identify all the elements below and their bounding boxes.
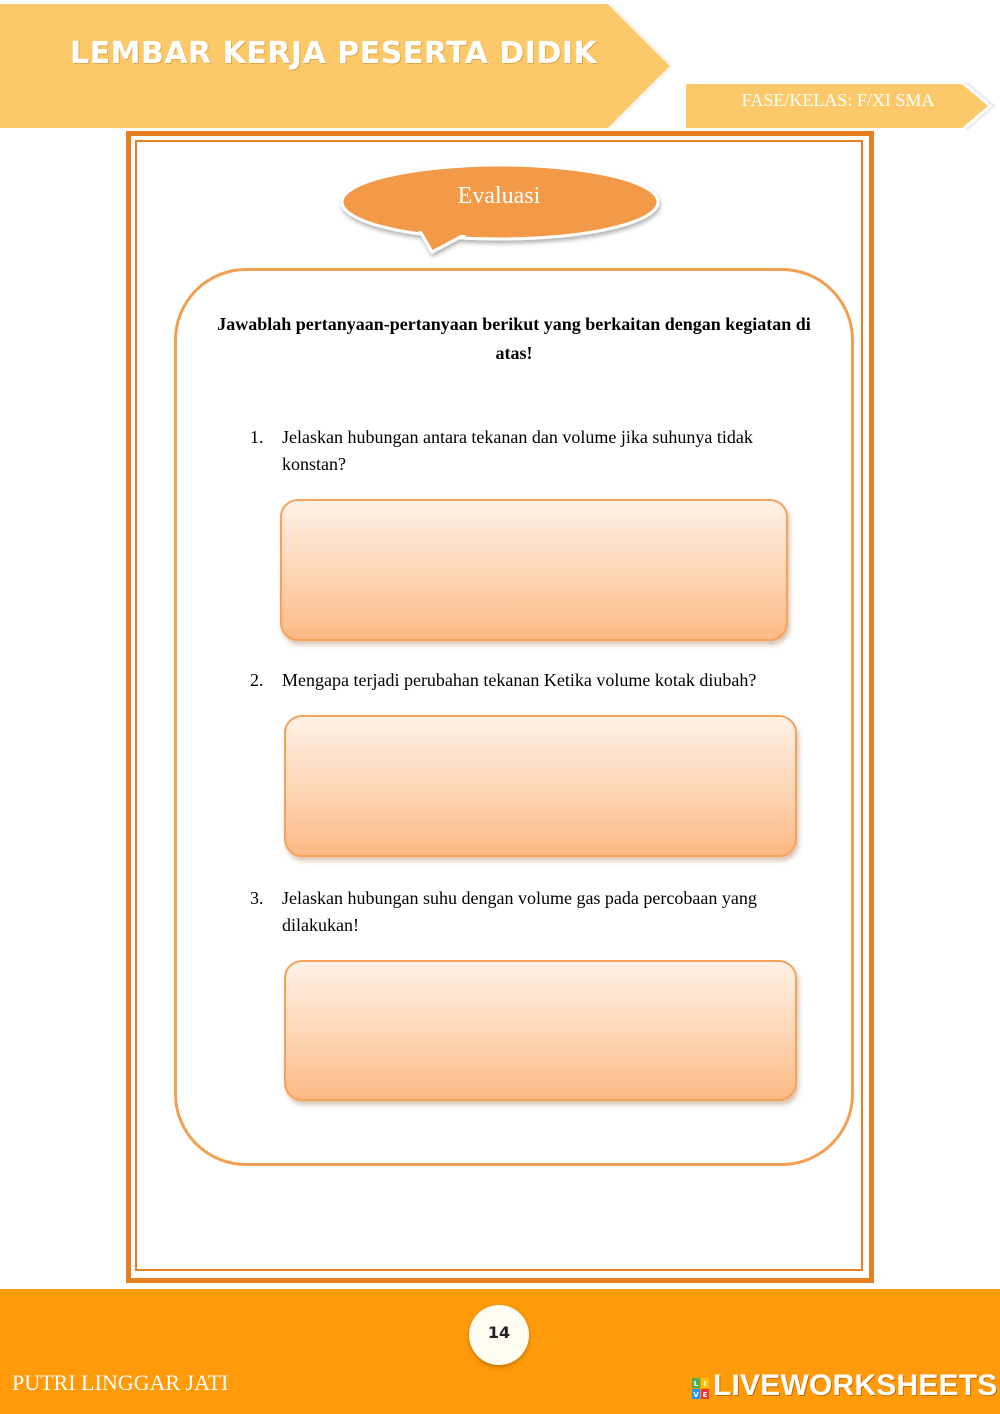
grade-label: FASE/KELAS: F/XI SMA bbox=[741, 90, 935, 110]
question-text: Jelaskan hubungan suhu dengan volume gas pada percobaan yang dilakukan! bbox=[282, 888, 757, 935]
question-1 bbox=[250, 424, 815, 478]
svg-text:L: L bbox=[693, 1380, 699, 1388]
answer-box-1[interactable] bbox=[280, 499, 788, 641]
instruction-text: Jawablah pertanyaan-pertanyaan berikut yang berkaitan dengan kegiatan di atas! bbox=[217, 314, 811, 363]
question-2 bbox=[250, 667, 815, 694]
question-text: Jelaskan hubungan antara tekanan dan volume jika suhunya tidak konstan? bbox=[282, 427, 753, 474]
author-name: PUTRI LINGGAR JATI bbox=[12, 1370, 229, 1395]
question-number: 1. bbox=[250, 427, 264, 447]
question-number: 3. bbox=[250, 888, 264, 908]
answer-box-2[interactable] bbox=[284, 715, 797, 857]
svg-text:I: I bbox=[703, 1380, 707, 1388]
question-number: 2. bbox=[250, 670, 264, 690]
section-bubble bbox=[336, 162, 666, 262]
svg-text:V: V bbox=[693, 1391, 699, 1399]
question-text: Mengapa terjadi perubahan tekanan Ketika volume kotak diubah? bbox=[282, 670, 757, 690]
brand-name[interactable]: LIVEWORKSHEETS bbox=[713, 1369, 998, 1402]
header-title: LEMBAR KERJA PESERTA DIDIK bbox=[70, 36, 598, 71]
liveworksheets-logo-icon bbox=[692, 1378, 710, 1400]
section-title: Evaluasi bbox=[457, 183, 541, 209]
page-number: 14 bbox=[487, 1323, 511, 1342]
svg-text:E: E bbox=[702, 1391, 708, 1399]
question-3 bbox=[250, 885, 815, 939]
answer-box-3[interactable] bbox=[284, 960, 797, 1101]
